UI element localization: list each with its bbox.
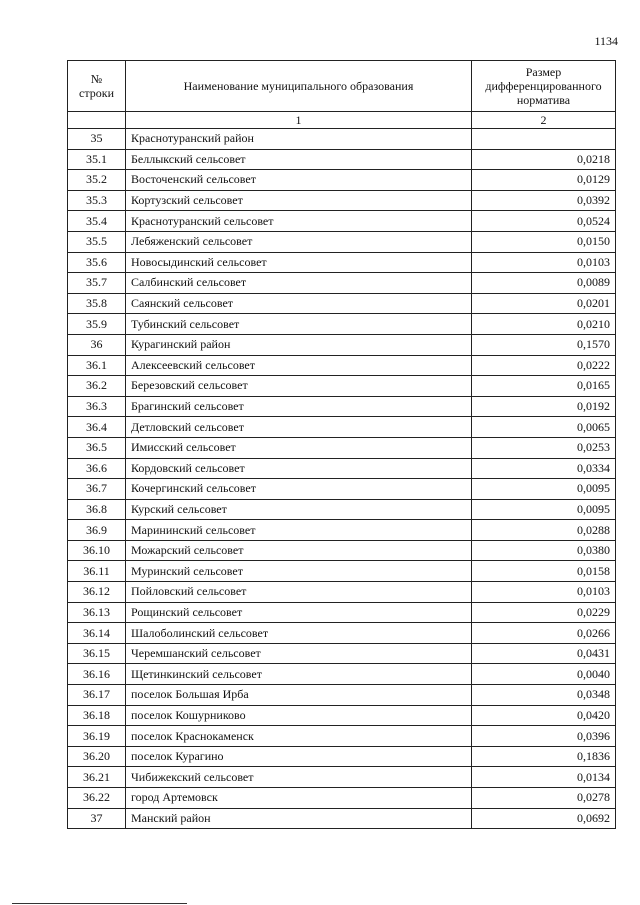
table-row — [68, 170, 616, 191]
row-number-cell: 36.11 — [68, 561, 126, 582]
table-row — [68, 664, 616, 685]
page-number: 1134 — [594, 34, 618, 48]
norm-value-cell: 0,1570 — [472, 334, 616, 355]
table-row — [68, 540, 616, 561]
municipality-name-cell: Восточенский сельсовет — [126, 170, 472, 191]
norm-value-cell: 0,0165 — [472, 376, 616, 397]
table-row — [68, 252, 616, 273]
municipality-name-cell: Кочергинский сельсовет — [126, 479, 472, 500]
municipality-name-cell: Можарский сельсовет — [126, 540, 472, 561]
table-row — [68, 685, 616, 706]
table-header-row — [68, 61, 616, 112]
row-number-cell: 36.4 — [68, 417, 126, 438]
table-row — [68, 437, 616, 458]
table-row — [68, 623, 616, 644]
municipality-name-cell: Марининский сельсовет — [126, 520, 472, 541]
municipality-name-cell: Курагинский район — [126, 334, 472, 355]
column-index-row — [68, 112, 616, 129]
table-row — [68, 149, 616, 170]
norm-value-cell: 0,0089 — [472, 273, 616, 294]
row-number-cell: 35.3 — [68, 190, 126, 211]
municipality-name-cell: Алексеевский сельсовет — [126, 355, 472, 376]
row-number-cell: 36.21 — [68, 767, 126, 788]
municipality-name-cell: поселок Кошурниково — [126, 705, 472, 726]
municipality-name-cell: Муринский сельсовет — [126, 561, 472, 582]
row-number-cell: 36.1 — [68, 355, 126, 376]
norm-value-cell: 0,0392 — [472, 190, 616, 211]
row-number-cell: 36.22 — [68, 788, 126, 809]
row-number-cell: 36.17 — [68, 685, 126, 706]
norm-value-cell: 0,0040 — [472, 664, 616, 685]
row-number-cell: 36.20 — [68, 746, 126, 767]
municipality-name-cell: поселок Краснокаменск — [126, 726, 472, 747]
norm-value-cell: 0,0692 — [472, 808, 616, 829]
norm-value-cell: 0,0278 — [472, 788, 616, 809]
table-row — [68, 746, 616, 767]
municipality-name-cell: Кордовский сельсовет — [126, 458, 472, 479]
table-row — [68, 705, 616, 726]
norm-value-cell: 0,0192 — [472, 396, 616, 417]
table-row — [68, 231, 616, 252]
norm-value-cell: 0,0095 — [472, 479, 616, 500]
municipality-name-cell: Пойловский сельсовет — [126, 582, 472, 603]
row-number-cell: 36.7 — [68, 479, 126, 500]
table-row — [68, 417, 616, 438]
norm-value-cell: 0,0229 — [472, 602, 616, 623]
row-number-cell: 36.14 — [68, 623, 126, 644]
table-row — [68, 376, 616, 397]
header-name: Наименование муниципального образования — [126, 61, 472, 112]
row-number-cell: 35.5 — [68, 231, 126, 252]
table-row — [68, 479, 616, 500]
norm-value-cell: 0,0266 — [472, 623, 616, 644]
norm-value-cell: 0,0431 — [472, 643, 616, 664]
norm-value-cell: 0,0222 — [472, 355, 616, 376]
row-number-cell: 36.8 — [68, 499, 126, 520]
row-number-cell: 35.9 — [68, 314, 126, 335]
municipality-name-cell: Краснотуранский сельсовет — [126, 211, 472, 232]
municipality-name-cell: Шалоболинский сельсовет — [126, 623, 472, 644]
norm-value-cell: 0,0396 — [472, 726, 616, 747]
row-number-cell: 37 — [68, 808, 126, 829]
table-row — [68, 602, 616, 623]
table-row — [68, 788, 616, 809]
table-row — [68, 582, 616, 603]
municipality-name-cell: поселок Курагино — [126, 746, 472, 767]
norm-value-cell: 0,0150 — [472, 231, 616, 252]
norm-value-cell — [472, 129, 616, 150]
column-index-empty — [68, 112, 126, 129]
municipality-name-cell: Детловский сельсовет — [126, 417, 472, 438]
table-row — [68, 129, 616, 150]
row-number-cell: 35.4 — [68, 211, 126, 232]
norm-value-cell: 0,0134 — [472, 767, 616, 788]
row-number-cell: 36.2 — [68, 376, 126, 397]
municipality-name-cell: Краснотуранский район — [126, 129, 472, 150]
municipality-name-cell: Имисский сельсовет — [126, 437, 472, 458]
row-number-cell: 35.6 — [68, 252, 126, 273]
municipality-name-cell: Салбинский сельсовет — [126, 273, 472, 294]
table-row — [68, 334, 616, 355]
row-number-cell: 35.2 — [68, 170, 126, 191]
row-number-cell: 36.12 — [68, 582, 126, 603]
norm-value-cell: 0,0065 — [472, 417, 616, 438]
municipality-name-cell: Тубинский сельсовет — [126, 314, 472, 335]
municipality-name-cell: Щетинкинский сельсовет — [126, 664, 472, 685]
norm-value-cell: 0,0103 — [472, 252, 616, 273]
municipality-name-cell: Черемшанский сельсовет — [126, 643, 472, 664]
row-number-cell: 36.10 — [68, 540, 126, 561]
row-number-cell: 35 — [68, 129, 126, 150]
table-row — [68, 458, 616, 479]
row-number-cell: 36 — [68, 334, 126, 355]
header-row-number: № строки — [68, 61, 126, 112]
row-number-cell: 36.16 — [68, 664, 126, 685]
norm-value-cell: 0,0380 — [472, 540, 616, 561]
municipality-name-cell: Брагинский сельсовет — [126, 396, 472, 417]
row-number-cell: 36.18 — [68, 705, 126, 726]
table-row — [68, 520, 616, 541]
column-index-1: 1 — [126, 112, 472, 129]
footnote-divider — [12, 903, 187, 904]
norm-value-cell: 0,0420 — [472, 705, 616, 726]
norm-value-cell: 0,0201 — [472, 293, 616, 314]
norm-value-cell: 0,0288 — [472, 520, 616, 541]
column-index-2: 2 — [472, 112, 616, 129]
norm-value-cell: 0,0334 — [472, 458, 616, 479]
row-number-cell: 35.8 — [68, 293, 126, 314]
table-row — [68, 561, 616, 582]
row-number-cell: 35.7 — [68, 273, 126, 294]
row-number-cell: 36.5 — [68, 437, 126, 458]
norm-value-cell: 0,0524 — [472, 211, 616, 232]
row-number-cell: 36.15 — [68, 643, 126, 664]
row-number-cell: 35.1 — [68, 149, 126, 170]
table-row — [68, 355, 616, 376]
table-row — [68, 499, 616, 520]
norm-value-cell: 0,0158 — [472, 561, 616, 582]
header-norm: Размер дифференцированного норматива — [472, 61, 616, 112]
table-row — [68, 808, 616, 829]
municipality-name-cell: Новосыдинский сельсовет — [126, 252, 472, 273]
row-number-cell: 36.19 — [68, 726, 126, 747]
municipality-name-cell: поселок Большая Ирба — [126, 685, 472, 706]
row-number-cell: 36.6 — [68, 458, 126, 479]
municipality-name-cell: Манский район — [126, 808, 472, 829]
norm-value-cell: 0,0095 — [472, 499, 616, 520]
row-number-cell: 36.13 — [68, 602, 126, 623]
municipality-name-cell: Чибижекский сельсовет — [126, 767, 472, 788]
row-number-cell: 36.3 — [68, 396, 126, 417]
table-row — [68, 767, 616, 788]
table-row — [68, 396, 616, 417]
municipality-name-cell: Березовский сельсовет — [126, 376, 472, 397]
norm-value-cell: 0,0253 — [472, 437, 616, 458]
municipality-name-cell: Беллыкский сельсовет — [126, 149, 472, 170]
norm-value-cell: 0,0129 — [472, 170, 616, 191]
norm-value-cell: 0,0103 — [472, 582, 616, 603]
municipality-name-cell: Саянский сельсовет — [126, 293, 472, 314]
table-row — [68, 190, 616, 211]
table-row — [68, 314, 616, 335]
table-row — [68, 726, 616, 747]
table-row — [68, 643, 616, 664]
norms-table — [67, 60, 616, 829]
norm-value-cell: 0,1836 — [472, 746, 616, 767]
municipality-name-cell: Лебяженский сельсовет — [126, 231, 472, 252]
norm-value-cell: 0,0218 — [472, 149, 616, 170]
table-row — [68, 293, 616, 314]
municipality-name-cell: город Артемовск — [126, 788, 472, 809]
row-number-cell: 36.9 — [68, 520, 126, 541]
municipality-name-cell: Кортузский сельсовет — [126, 190, 472, 211]
municipality-name-cell: Рощинский сельсовет — [126, 602, 472, 623]
table-row — [68, 211, 616, 232]
norm-value-cell: 0,0210 — [472, 314, 616, 335]
municipality-name-cell: Курский сельсовет — [126, 499, 472, 520]
norm-value-cell: 0,0348 — [472, 685, 616, 706]
table-row — [68, 273, 616, 294]
